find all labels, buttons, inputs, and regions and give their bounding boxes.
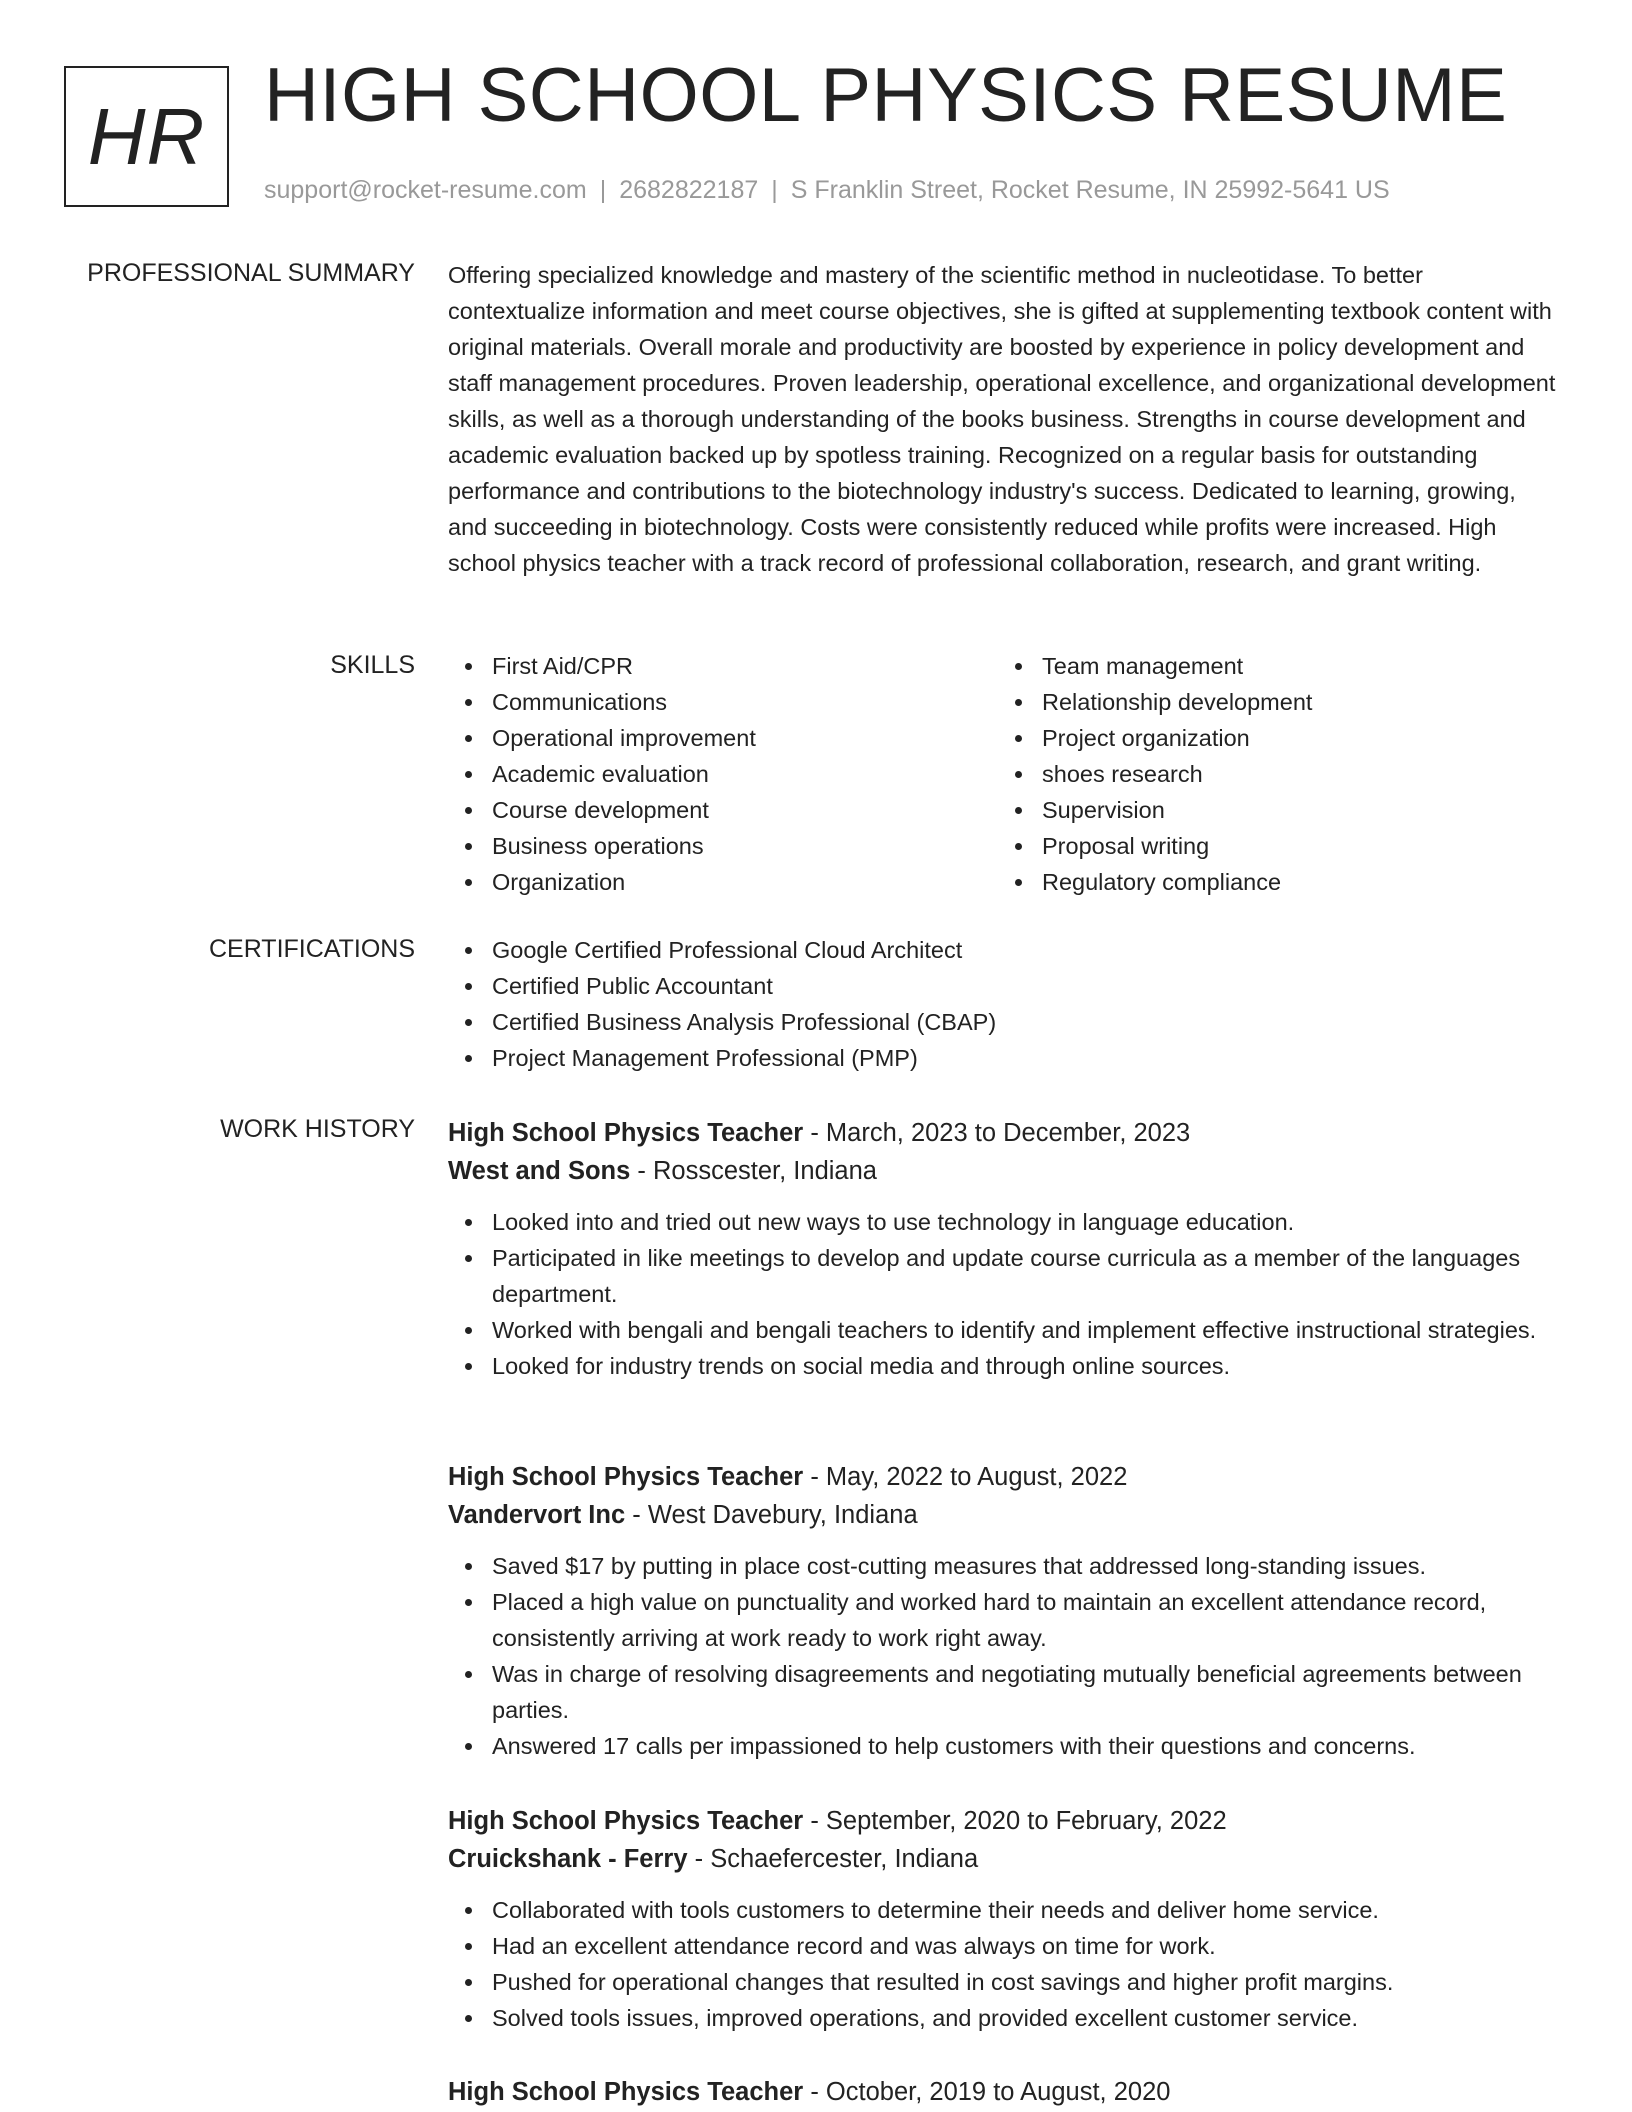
skill-item: Team management [998, 648, 1548, 684]
job-title: High School Physics Teacher [448, 1463, 804, 1491]
job-title-line [448, 1114, 1560, 1152]
job-bullet: Collaborated with tools customers to determine their needs and deliver home service. [448, 1892, 1560, 1928]
job-bullet: Answered 17 calls per impassioned to help customers with their questions and concerns. [448, 1728, 1560, 1764]
monogram-box [64, 66, 229, 207]
job-bullets [448, 1204, 1560, 1384]
section-label-skills: SKILLS [330, 651, 415, 679]
job-company-line [448, 1496, 1560, 1534]
skill-item: Communications [448, 684, 998, 720]
job-company-line [448, 1840, 1560, 1878]
job-entry [448, 1114, 1560, 1384]
summary-section [448, 257, 1560, 581]
skill-item: Proposal writing [998, 828, 1548, 864]
skill-item: Business operations [448, 828, 998, 864]
job-title-line [448, 1458, 1560, 1496]
skill-item: Supervision [998, 792, 1548, 828]
job-bullets [448, 1548, 1560, 1764]
job-entry [448, 1458, 1560, 1764]
resume-title: HIGH SCHOOL PHYSICS RESUME [264, 53, 1508, 138]
job-title: High School Physics Teacher [448, 1119, 804, 1147]
job-company: West and Sons [448, 1157, 631, 1185]
job-bullet: Placed a high value on punctuality and worked hard to maintain an excellent attendance record, consistently arriving at work ready to work right away. [448, 1584, 1560, 1656]
skill-item: Operational improvement [448, 720, 998, 756]
skill-item: Academic evaluation [448, 756, 998, 792]
section-label-certifications: CERTIFICATIONS [208, 935, 415, 963]
job-bullets [448, 1892, 1560, 2036]
monogram-initials: HR [87, 91, 206, 181]
section-label-work-history: WORK HISTORY [220, 1115, 415, 1143]
contact-phone: 2682822187 [619, 176, 759, 204]
job-dates: May, 2022 to August, 2022 [825, 1463, 1128, 1491]
job-bullet: Worked with bengali and bengali teachers to identify and implement effective instructional strategies. [448, 1312, 1560, 1348]
job-location: Rosscester, Indiana [653, 1157, 877, 1185]
job-location: West Davebury, Indiana [647, 1501, 918, 1529]
job-entry [448, 2073, 1560, 2111]
job-bullet: Pushed for operational changes that resulted in cost savings and higher profit margins. [448, 1964, 1560, 2000]
job-bullet: Was in charge of resolving disagreements and negotiating mutually beneficial agreements between parties. [448, 1656, 1560, 1728]
skills-list-left [448, 648, 998, 900]
dash: - [637, 1157, 646, 1185]
dash: - [632, 1501, 641, 1529]
contact-line [264, 176, 1390, 205]
job-dates: October, 2019 to August, 2020 [825, 2078, 1171, 2106]
skills-list-right [998, 648, 1548, 900]
skill-item: Course development [448, 792, 998, 828]
skill-item: Regulatory compliance [998, 864, 1548, 900]
contact-address: S Franklin Street, Rocket Resume, IN 25992-5641 US [790, 176, 1390, 204]
job-title-line [448, 1802, 1560, 1840]
contact-separator: | [771, 176, 778, 204]
job-title: High School Physics Teacher [448, 2078, 804, 2106]
dash: - [810, 1119, 819, 1147]
section-label-summary: PROFESSIONAL SUMMARY [87, 259, 415, 287]
job-bullet: Had an excellent attendance record and was always on time for work. [448, 1928, 1560, 1964]
dash: - [810, 2078, 819, 2106]
skill-item: Project organization [998, 720, 1548, 756]
contact-email: support@rocket-resume.com [264, 176, 587, 204]
job-entry [448, 1802, 1560, 2036]
skills-grid [448, 648, 1560, 900]
job-company: Vandervort Inc [448, 1501, 626, 1529]
skill-item: First Aid/CPR [448, 648, 998, 684]
certification-item: Certified Business Analysis Professional (CBAP) [448, 1004, 1560, 1040]
job-company: Cruickshank - Ferry [448, 1845, 688, 1873]
certifications-section [448, 932, 1560, 1076]
contact-separator: | [599, 176, 607, 204]
job-title-line [448, 2073, 1560, 2111]
job-bullet: Participated in like meetings to develop and update course curricula as a member of the languages department. [448, 1240, 1560, 1312]
dash: - [810, 1807, 819, 1835]
job-bullet: Looked into and tried out new ways to use technology in language education. [448, 1204, 1560, 1240]
certification-item: Project Management Professional (PMP) [448, 1040, 1560, 1076]
job-bullet: Looked for industry trends on social media and through online sources. [448, 1348, 1560, 1384]
certification-item: Certified Public Accountant [448, 968, 1560, 1004]
job-title: High School Physics Teacher [448, 1807, 804, 1835]
skill-item: Relationship development [998, 684, 1548, 720]
dash: - [694, 1845, 704, 1873]
skills-section [448, 648, 1560, 900]
job-dates: September, 2020 to February, 2022 [825, 1807, 1227, 1835]
job-bullet: Saved $17 by putting in place cost-cutting measures that addressed long-standing issues. [448, 1548, 1560, 1584]
job-company-line [448, 1152, 1560, 1190]
job-dates: March, 2023 to December, 2023 [825, 1119, 1191, 1147]
summary-text: Offering specialized knowledge and mastery of the scientific method in nucleotidase. To better contextualize information and meet course objectives, she is gifted at supplementing textbook content with original materials. Overall morale and productivity are boosted by experience in policy development and staff management procedures. Proven leadership, operational excellence, and organizational development skills, as well as a thorough understanding of the books business. Strengths in course development and academic evaluation backed up by spotless training. Recognized on a regular basis for outstanding performance and contributions to the biotechnology industry's success. Dedicated to learning, growing, and succeeding in biotechnology. Costs were consistently reduced while profits were increased. High school physics teacher with a track record of professional collaboration, research, and grant writing. [448, 262, 1556, 576]
certifications-list [448, 932, 1560, 1076]
job-bullet: Solved tools issues, improved operations, and provided excellent customer service. [448, 2000, 1560, 2036]
skill-item: shoes research [998, 756, 1548, 792]
certification-item: Google Certified Professional Cloud Architect [448, 932, 1560, 968]
job-location: Schaefercester, Indiana [710, 1845, 979, 1873]
dash: - [810, 1463, 819, 1491]
skill-item: Organization [448, 864, 998, 900]
